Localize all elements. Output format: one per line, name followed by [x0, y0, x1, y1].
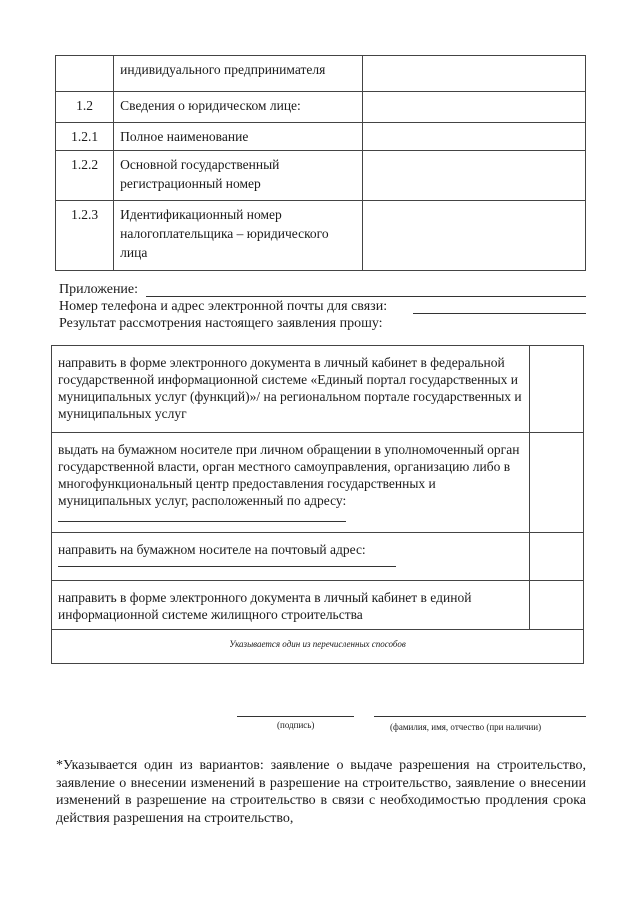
row-value-cell[interactable] [363, 151, 586, 201]
option-text: направить в форме электронного документа в личный кабинет в федеральной государственной информационной системе «Единый портал государственных и муниципальных услуг (функций)»/ на региональном портале государственных и муниципальных услуг [52, 346, 530, 433]
signature-label: (подпись) [277, 720, 315, 730]
row-value-cell[interactable] [363, 123, 586, 151]
row-label: Идентификационный номер налогоплательщика – юридического лица [114, 201, 363, 271]
signature-field[interactable] [237, 716, 354, 717]
table-row [52, 533, 584, 581]
full-name-label: (фамилия, имя, отчество (при наличии) [390, 722, 542, 732]
contact-label: Номер телефона и адрес электронной почты для связи: [59, 299, 388, 314]
option-cell [52, 433, 530, 533]
row-number: 1.2 [56, 92, 114, 123]
row-value-cell[interactable] [363, 56, 586, 92]
row-number: 1.2.1 [56, 123, 114, 151]
table-row [52, 581, 584, 630]
row-label: индивидуального предпринимателя [114, 56, 363, 92]
option-cell [52, 533, 530, 581]
footnote: *Указывается один из вариантов: заявление о выдаче разрешения на строительство, заявление о внесении изменений в разрешение на строительство, заявление о внесении изменений в разрешение на строительство в связи с необходимостью продления срока действия разрешения на строительство, [56, 758, 586, 826]
row-label: Полное наименование [114, 123, 363, 151]
table-row [56, 92, 586, 123]
table-row [56, 151, 586, 201]
attachment-label: Приложение: [59, 282, 139, 297]
option-checkbox[interactable] [529, 581, 583, 630]
full-name-field[interactable] [374, 716, 586, 717]
options-note: Указывается один из перечисленных способов [52, 630, 584, 664]
table-row [52, 346, 584, 433]
result-label: Результат рассмотрения настоящего заявления прошу: [59, 316, 383, 331]
option-text: выдать на бумажном носителе при личном обращении в уполномоченный орган государственной власти, орган местного самоуправления, организацию либо в многофункциональный центр предоставления государственных и муниципальных услуг, расположенный по адресу: [58, 442, 520, 508]
row-label: Основной государственный регистрационный номер [114, 151, 363, 201]
table-row [56, 56, 586, 92]
row-label: Сведения о юридическом лице: [114, 92, 363, 123]
option-checkbox[interactable] [529, 433, 583, 533]
option-checkbox[interactable] [529, 346, 583, 433]
table-row [52, 630, 584, 664]
delivery-options-table [51, 345, 584, 664]
option-text: направить в форме электронного документа в личный кабинет в единой информационной системе жилищного строительства [52, 581, 530, 630]
option-checkbox[interactable] [529, 533, 583, 581]
row-value-cell[interactable] [363, 201, 586, 271]
row-number: 1.2.3 [56, 201, 114, 271]
postal-address-field[interactable] [58, 558, 396, 567]
applicant-info-table [55, 55, 586, 271]
row-value-cell[interactable] [363, 92, 586, 123]
address-field[interactable] [58, 509, 346, 522]
contact-field[interactable] [413, 313, 586, 314]
table-row [56, 123, 586, 151]
table-row [56, 201, 586, 271]
row-number [56, 56, 114, 92]
attachment-field[interactable] [146, 296, 586, 297]
option-text: направить на бумажном носителе на почтовый адрес: [58, 542, 366, 557]
row-number: 1.2.2 [56, 151, 114, 201]
table-row [52, 433, 584, 533]
